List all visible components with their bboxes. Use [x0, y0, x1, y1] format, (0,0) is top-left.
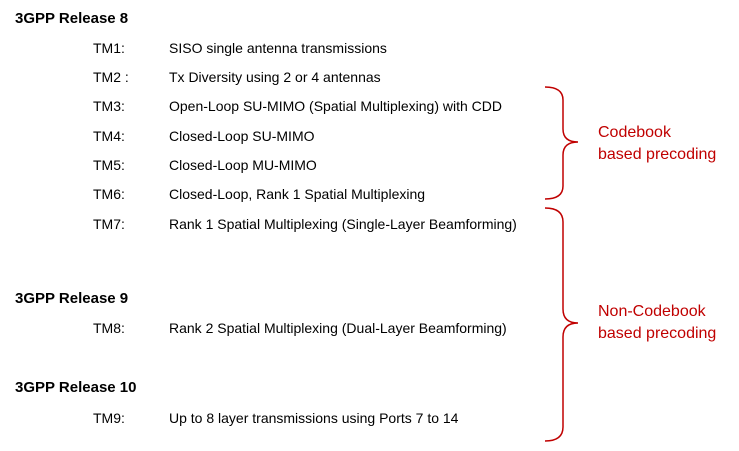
tm1-description: SISO single antenna transmissions	[169, 40, 387, 56]
tm3-label: TM3:	[93, 98, 125, 114]
tm4-label: TM4:	[93, 128, 125, 144]
tm9-description: Up to 8 layer transmissions using Ports 7 to 14	[169, 410, 459, 426]
tm6-description: Closed-Loop, Rank 1 Spatial Multiplexing	[169, 186, 426, 202]
tm8-label: TM8:	[93, 320, 125, 336]
tm8-description: Rank 2 Spatial Multiplexing (Dual-Layer Beamforming)	[169, 320, 507, 336]
tm7-description: Rank 1 Spatial Multiplexing (Single-Layer Beamforming)	[169, 216, 517, 232]
tm9-label: TM9:	[93, 410, 125, 426]
codebook-label-line2: based precoding	[598, 146, 717, 163]
non-codebook-brace	[545, 208, 578, 441]
tm7-label: TM7:	[93, 216, 125, 232]
tm5-label: TM5:	[93, 157, 125, 173]
tm5-description: Closed-Loop MU-MIMO	[169, 157, 317, 173]
codebook-brace	[545, 87, 578, 199]
release-9-heading: 3GPP Release 9	[15, 290, 129, 307]
release-10-heading: 3GPP Release 10	[15, 379, 137, 396]
tm1-label: TM1:	[93, 40, 125, 56]
tm3-description: Open-Loop SU-MIMO (Spatial Multiplexing) with CDD	[169, 98, 502, 114]
tm2-description: Tx Diversity using 2 or 4 antennas	[169, 69, 381, 85]
non-codebook-label-line1: Non-Codebook	[598, 303, 706, 320]
non-codebook-label-line2: based precoding	[598, 325, 717, 342]
tm6-label: TM6:	[93, 186, 125, 202]
release-8-heading: 3GPP Release 8	[15, 10, 129, 27]
tm2-label: TM2 :	[93, 69, 129, 85]
tm4-description: Closed-Loop SU-MIMO	[169, 128, 315, 144]
codebook-label-line1: Codebook	[598, 124, 671, 141]
